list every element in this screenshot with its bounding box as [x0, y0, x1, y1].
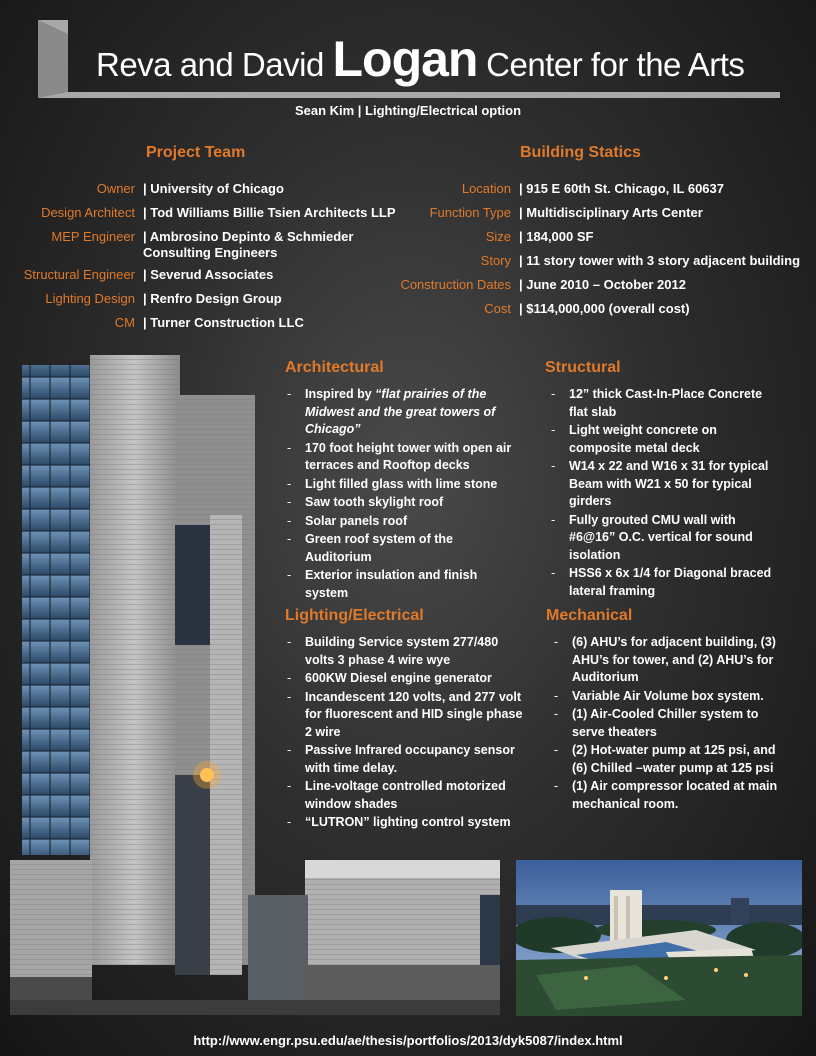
- lighting-electrical-list: [285, 634, 525, 833]
- structural-list: [549, 386, 779, 601]
- list-item: - Green roof system of the Auditorium: [285, 531, 520, 566]
- list-item: - Fully grouted CMU wall with #6@16” O.C. vertical for sound isolation: [549, 512, 779, 565]
- mechanical-list: [552, 634, 792, 814]
- list-item: - Light filled glass with lime stone: [285, 476, 520, 494]
- mechanical-heading: Mechanical: [546, 607, 633, 624]
- list-item: - Line-voltage controlled motorized window shades: [285, 778, 525, 813]
- list-item: - HSS6 x 6x 1/4 for Diagonal braced lateral framing: [549, 565, 779, 600]
- project-team-heading: Project Team: [146, 144, 246, 161]
- list-item: - Solar panels roof: [285, 513, 520, 531]
- structural-heading: Structural: [545, 359, 621, 376]
- list-item: - Inspired by “flat prairies of the Midwest and the great towers of Chicago”: [285, 386, 520, 439]
- aerial-photo: [516, 860, 802, 1016]
- list-item: - Building Service system 277/480 volts 3 phase 4 wire wye: [285, 634, 525, 669]
- page-title: Reva and David Logan Center for the Arts: [96, 31, 745, 87]
- architectural-list: [285, 386, 520, 603]
- list-item: - W14 x 22 and W16 x 31 for typical Beam with W21 x 50 for typical girders: [549, 458, 779, 511]
- list-item: - Incandescent 120 volts, and 277 volt for fluorescent and HID single phase 2 wire: [285, 689, 525, 742]
- lighting-electrical-heading: Lighting/Electrical: [285, 607, 424, 624]
- list-item: - 600KW Diesel engine generator: [285, 670, 525, 688]
- list-item: - (2) Hot-water pump at 125 psi, and (6) Chilled –water pump at 125 psi: [552, 742, 792, 777]
- list-item: - Exterior insulation and finish system: [285, 567, 520, 602]
- list-item: - Variable Air Volume box system.: [552, 688, 792, 706]
- list-item: - (6) AHU’s for adjacent building, (3) AHU’s for tower, and (2) AHU’s for Auditorium: [552, 634, 792, 687]
- list-item: - 12” thick Cast-In-Place Concrete flat slab: [549, 386, 779, 421]
- list-item: - Light weight concrete on composite metal deck: [549, 422, 779, 457]
- list-item: - Saw tooth skylight roof: [285, 494, 520, 512]
- portfolio-url[interactable]: http://www.engr.psu.edu/ae/thesis/portfolios/2013/dyk5087/index.html: [193, 1033, 623, 1048]
- architectural-heading: Architectural: [285, 359, 384, 376]
- list-item: - (1) Air-Cooled Chiller system to serve theaters: [552, 706, 792, 741]
- building-statics-heading: Building Statics: [520, 144, 641, 161]
- list-item: - Passive Infrared occupancy sensor with time delay.: [285, 742, 525, 777]
- list-item: - 170 foot height tower with open air terraces and Rooftop decks: [285, 440, 520, 475]
- author-subtitle: Sean Kim | Lighting/Electrical option: [294, 103, 522, 118]
- list-item: - (1) Air compressor located at main mechanical room.: [552, 778, 792, 813]
- list-item: - “LUTRON” lighting control system: [285, 814, 525, 832]
